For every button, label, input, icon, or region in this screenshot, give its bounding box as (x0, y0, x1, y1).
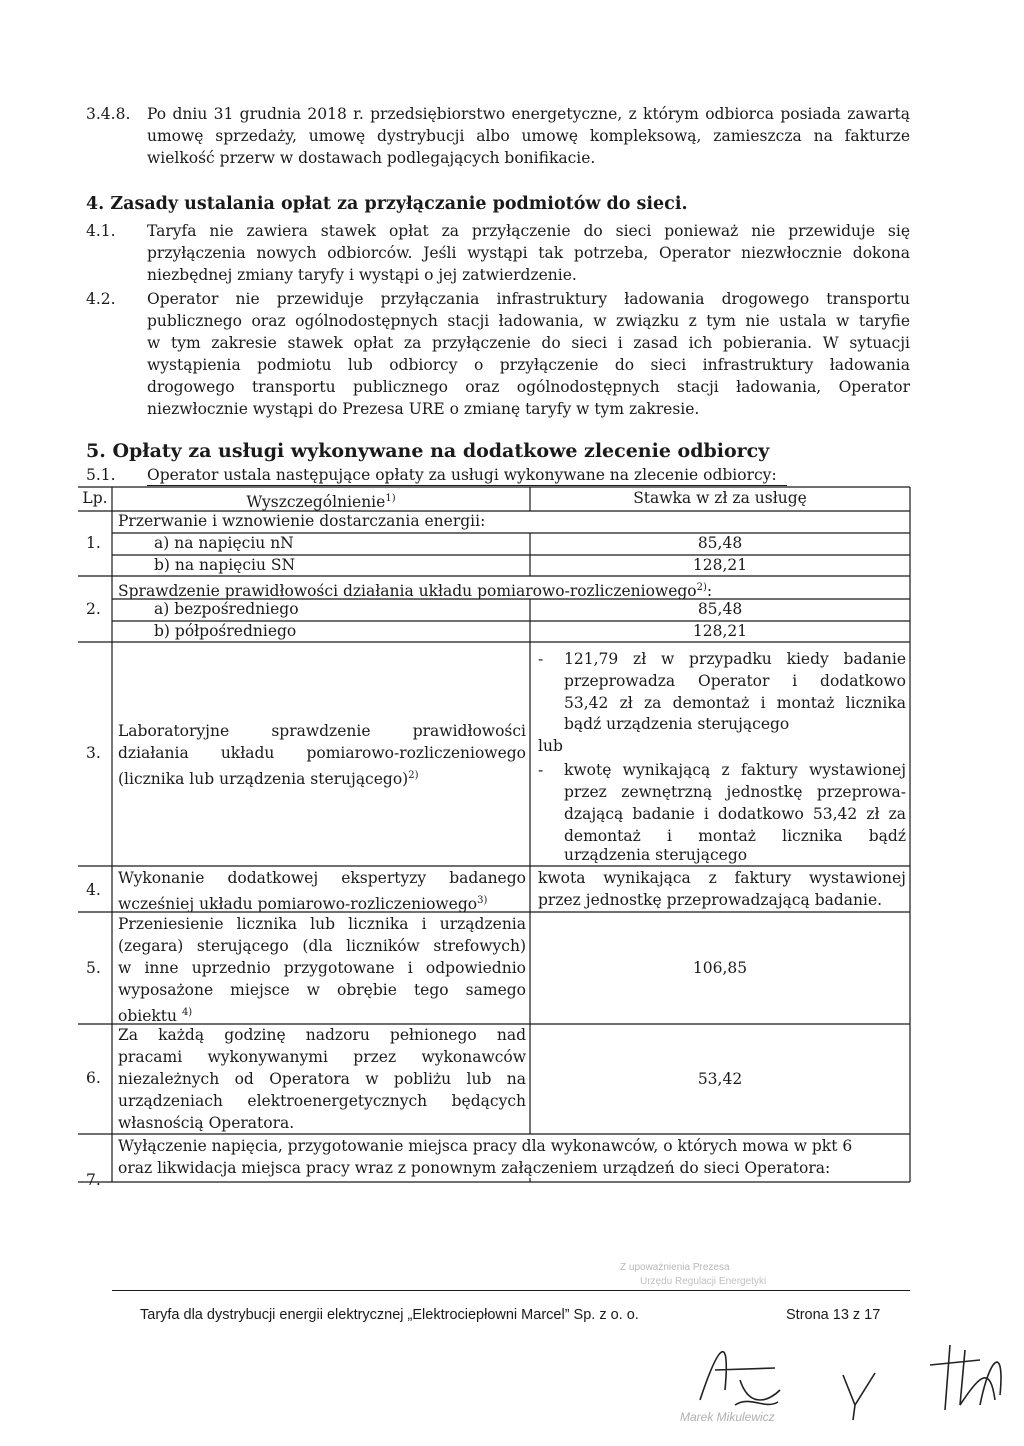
paragraph-3-4-8-line: wielkość przerw w dostawach podlegających bonifikacie. (147, 149, 596, 167)
row-2-title-text: Sprawdzenie prawidłowości działania układu pomiarowo-rozliczeniowego (118, 582, 697, 601)
row-3-desc-last-text: (licznika lub urządzenia sterującego) (118, 770, 409, 789)
row-7-title-line: Wyłączenie napięcia, przygotowanie miejsca pracy dla wykonawców, o których mowa w pkt 6 (118, 1137, 853, 1155)
footnote-ref: 1) (385, 493, 396, 504)
row-2a-rate: 85,48 (697, 600, 743, 618)
paragraph-4-2-line: niezwłocznie wystąpi do Prezesa URE o zmianę taryfy w tym zakresie. (147, 400, 700, 418)
row-number: 5. (86, 959, 101, 977)
section-number-3-4-8: 3.4.8. (86, 105, 131, 123)
section-number-4-2: 4.2. (86, 290, 116, 308)
paragraph-4-2-line: Operator nie przewiduje przyłączania infrastruktury ładowania drogowego transportu (147, 290, 910, 308)
row-number: 6. (86, 1069, 101, 1087)
row-3-desc-line: Laboratoryjne sprawdzenie prawidłowości (118, 722, 526, 740)
paragraph-3-4-8-line: Po dniu 31 grudnia 2018 r. przedsiębiorstwo energetyczne, z którym odbiorca posiada zawartą (147, 105, 910, 123)
row-6-rate: 53,42 (697, 1070, 743, 1088)
section-5-heading: 5. Opłaty za usługi wykonywane na dodatkowe zlecenie odbiorcy (86, 440, 770, 462)
row-number: 4. (86, 881, 101, 899)
section-number-4-1: 4.1. (86, 222, 116, 240)
row-6-desc-line: pracami wykonywanymi przez wykonawców (118, 1048, 526, 1066)
row-2-title-colon: : (706, 582, 713, 601)
footer-rule (112, 1290, 910, 1291)
row-number: 2. (86, 600, 101, 618)
row-5-desc-line: Przeniesienie licznika lub licznika i urządzenia (118, 915, 526, 933)
row-3-rate-b-line: dzającą badanie i dodatkowo 53,42 zł za (564, 805, 906, 823)
paragraph-4-2-line: drogowego transportu publicznego oraz ogólnodostępnych stacji ładowania, Operator (147, 378, 910, 396)
row-2a-desc: a) bezpośredniego (154, 600, 299, 618)
row-3-rate-b-line: demontaż i montaż licznika bądź (564, 827, 906, 845)
page-number: Strona 13 z 17 (786, 1307, 881, 1323)
header-lp: Lp. (82, 489, 108, 507)
row-5-desc-line: wyposażone miejsce w obrębie tego samego (118, 981, 526, 999)
row-3-rate-b-line: kwotę wynikającą z faktury wystawionej (564, 761, 906, 779)
row-3-rate-or: lub (538, 737, 563, 755)
header-rate: Stawka w zł za usługę (633, 489, 807, 507)
row-5-desc-last-text: obiektu (118, 1007, 177, 1026)
footnote-ref: 4) (181, 1007, 193, 1018)
paragraph-4-1-line: Taryfa nie zawiera stawek opłat za przyłączenie do sieci ponieważ nie przewiduje się (147, 222, 910, 240)
row-5-desc-line: (zegara) sterującego (dla liczników strefowych) (118, 937, 526, 955)
row-4-desc-line (118, 890, 487, 916)
footnote-ref: 3) (477, 895, 488, 906)
row-5-desc-last (118, 1002, 192, 1028)
row-4-desc-line-text: wcześniej układu pomiarowo-rozliczeniowego (118, 895, 478, 914)
paragraph-3-4-8-line: umowę sprzedaży, umowę dystrybucji albo umowę kompleksową, zamieszcza na fakturze (147, 127, 910, 145)
header-description-label: Wyszczególnienie (246, 493, 386, 512)
footnote-ref: 2) (408, 770, 419, 781)
section-number-5-1: 5.1. (86, 466, 116, 484)
paragraph-4-2-line: wystąpienia podmiotu lub odbiorcy o przyłączenie do sieci infrastruktury ładowania (147, 356, 910, 374)
footer-text: Taryfa dla dystrybucji energii elektrycznej „Elektrociepłowni Marcel” Sp. z o. o. (140, 1307, 639, 1323)
row-6-desc-last: własnością Operatora. (118, 1114, 295, 1132)
row-number: 7. (86, 1171, 101, 1189)
initials (835, 1365, 885, 1425)
header-description (112, 488, 530, 514)
dash-bullet: - (538, 650, 544, 668)
paragraph-4-2-line: publicznego oraz ogólnodostępnych stacji ładowania, w związku z tym nie ustala w taryfie (147, 312, 910, 330)
row-1a-desc: a) na napięciu nN (154, 534, 294, 552)
row-4-desc-line: Wykonanie dodatkowej ekspertyzy badanego (118, 869, 526, 887)
row-4-rate-line: przez jednostkę przeprowadzającą badanie. (538, 891, 883, 909)
row-3-desc-last (118, 765, 418, 791)
row-1a-rate: 85,48 (697, 534, 743, 552)
row-6-desc-line: urządzeniach elektroenergetycznych będących (118, 1092, 526, 1110)
stamp-text: Urzędu Regulacji Energetyki (640, 1276, 767, 1287)
row-1b-rate: 128,21 (692, 556, 748, 574)
row-2b-desc: b) półpośredniego (154, 622, 297, 640)
row-1b-desc: b) na napięciu SN (154, 556, 296, 574)
signature (920, 1335, 1010, 1425)
row-3-rate-b-last: urządzenia sterującego (564, 846, 748, 864)
row-4-rate-line: kwota wynikająca z faktury wystawionej (538, 869, 906, 887)
row-3-rate-a-line: przeprowadza Operator i dodatkowo (564, 672, 906, 690)
row-3-rate-a-last: bądź urządzenia sterującego (564, 715, 790, 733)
row-1-title: Przerwanie i wznowienie dostarczania energii: (118, 512, 486, 530)
paragraph-4-1-line: niezbędnej zmiany taryfy i wystąpi o jej zatwierdzenie. (147, 266, 577, 284)
paragraph-5-1: Operator ustala następujące opłaty za usługi wykonywane na zlecenie odbiorcy: (147, 466, 777, 484)
paragraph-4-2-line: w tym zakresie stawek opłat za przyłączenie do sieci i zasad ich pobierania. W sytuacji (147, 334, 910, 352)
row-6-desc-line: niezależnych od Operatora w pobliżu lub na (118, 1070, 526, 1088)
row-5-rate: 106,85 (692, 959, 748, 977)
row-3-rate-b-line: przez zewnętrzną jednostkę przeprowa- (564, 783, 906, 801)
row-number: 3. (86, 744, 101, 762)
section-4-heading: 4. Zasady ustalania opłat za przyłączanie podmiotów do sieci. (86, 194, 688, 214)
row-6-desc-line: Za każdą godzinę nadzoru pełnionego nad (118, 1026, 526, 1044)
row-number: 1. (86, 534, 101, 552)
row-2b-rate: 128,21 (692, 622, 748, 640)
row-3-desc-line: działania układu pomiarowo-rozliczeniowego (118, 744, 526, 762)
row-3-rate-a-line: 121,79 zł w przypadku kiedy badanie (564, 650, 906, 668)
signature (680, 1330, 790, 1420)
dash-bullet: - (538, 761, 544, 779)
paragraph-4-1-line: przyłączenia nowych odbiorców. Jeśli wystąpi tak potrzeba, Operator niezwłocznie dokona (147, 244, 910, 262)
footnote-ref: 2) (696, 582, 707, 593)
row-7-title-line: oraz likwidacja miejsca pracy wraz z ponownym załączeniem urządzeń do sieci Operatora: (118, 1159, 831, 1177)
row-5-desc-line: w inne uprzednio przygotowane i odpowiednio (118, 959, 526, 977)
row-3-rate-a-line: 53,42 zł za demontaż i montaż licznika (564, 694, 906, 712)
stamp-name: Marek Mikulewicz (680, 1410, 775, 1424)
stamp-text: Z upoważnienia Prezesa (620, 1262, 730, 1273)
